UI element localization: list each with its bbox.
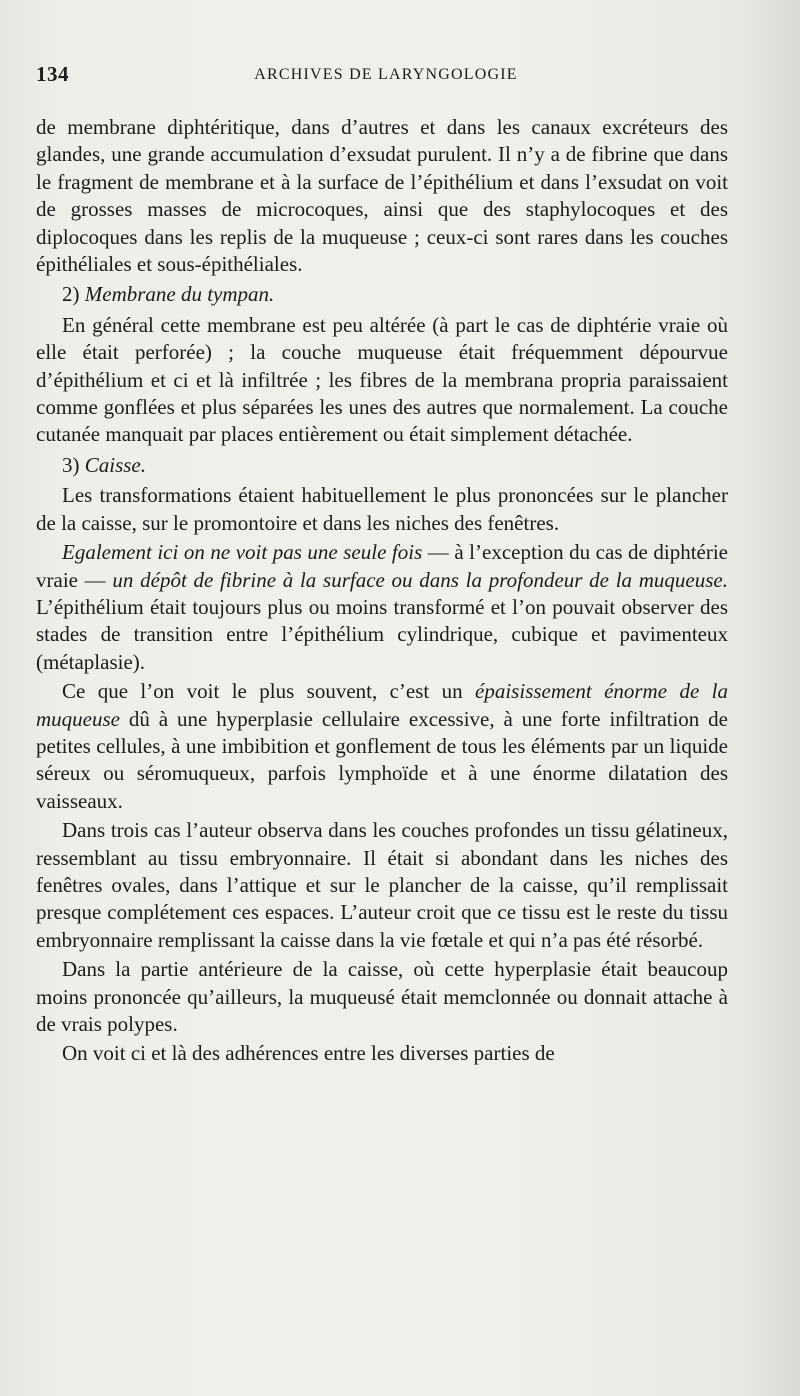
section-title: Membrane du tympan. <box>84 282 275 307</box>
italic-phrase: Egalement ici on ne voit pas une seule fois <box>62 540 423 565</box>
section-heading-caisse <box>36 452 728 479</box>
body-text <box>36 114 728 1068</box>
italic-phrase: un dépôt de fibrine à la surface ou dans la profondeur de la muqueuse. <box>112 567 728 592</box>
text-run: Ce que l’on voit le plus souvent, c’est un <box>62 679 476 704</box>
paragraph: On voit ci et là des adhérences entre les diverses parties de <box>62 1041 555 1066</box>
paragraph: Dans trois cas l’auteur observa dans les couches profondes un tissu gélatineux, ressemblant au tissu embryonnaire. Il était si abondant dans les niches des fenêtres ovales, dans l’attique et sur le plancher de la caisse, qu’il remplissait presque complétement ces espaces. L’auteur croit que ce tissu est le reste du tissu embryonnaire remplissant la caisse dans la vie fœtale et qui n’a pas été résorbé. <box>36 818 728 952</box>
section-title: Caisse. <box>84 452 147 477</box>
italic-phrase: épaisissement énorme de la muqueuse <box>36 679 728 731</box>
paragraph: En général cette membrane est peu altérée (à part le cas de diphtérie vraie où elle était perforée) ; la couche muqueuse était fréquemment dépourvue d’épithélium et ci et là infiltrée ; les fibres de la membrana propria paraissaient comme gonflées et plus séparées les unes des autres que normalement. La couche cutanée manquait par places entièrement ou était simplement détachée. <box>36 312 728 447</box>
section-number: 3) <box>62 452 80 477</box>
paragraph <box>36 539 728 676</box>
paragraph <box>36 678 728 815</box>
section-number: 2) <box>62 282 80 307</box>
paragraph-continuation: de membrane diphtéritique, dans d’autres et dans les canaux excréteurs des glandes, une grande accumulation d’exsudat purulent. Il n’y a de fibrine que dans le fragment de membrane et à la surface de l’épithélium et dans l’exsudat on voit de grosses masses de microcoques, ainsi que des staphylocoques et des diplocoques dans les replis de la muqueuse ; ceux-ci sont rares dans les couches épithéliales et sous-épithéliales. <box>36 115 728 277</box>
paragraph: Dans la partie antérieure de la caisse, où cette hyperplasie était beaucoup moins prononcée qu’ailleurs, la muqueusé était memclonnée ou donnait attache à de vrais polypes. <box>36 957 728 1036</box>
page-number: 134 <box>36 62 69 86</box>
text-run: dû à une hyperplasie cellulaire excessive, à une forte infiltration de petites cellules, à une imbibition et gonflement de tous les éléments par un liquide séreux ou séromuqueux, parfois lymphoïde et à une énorme dilatation des vaisseaux. <box>36 706 728 813</box>
text-run: L’épithélium était toujours plus ou moins transformé et l’on pouvait observer des stades de transition entre l’épithélium cylindrique, cubique et pavimenteux (métaplasie). <box>36 594 728 674</box>
running-title: ARCHIVES DE LARYNGOLOGIE <box>254 66 518 83</box>
text-run: — à l’exception du cas de diphtérie vraie — <box>36 540 728 592</box>
page-header <box>36 62 736 88</box>
section-heading-membrane-tympan <box>36 281 728 308</box>
paragraph: Les transformations étaient habituellement le plus prononcées sur le plancher de la caisse, sur le promontoire et dans les niches des fenêtres. <box>36 483 728 535</box>
